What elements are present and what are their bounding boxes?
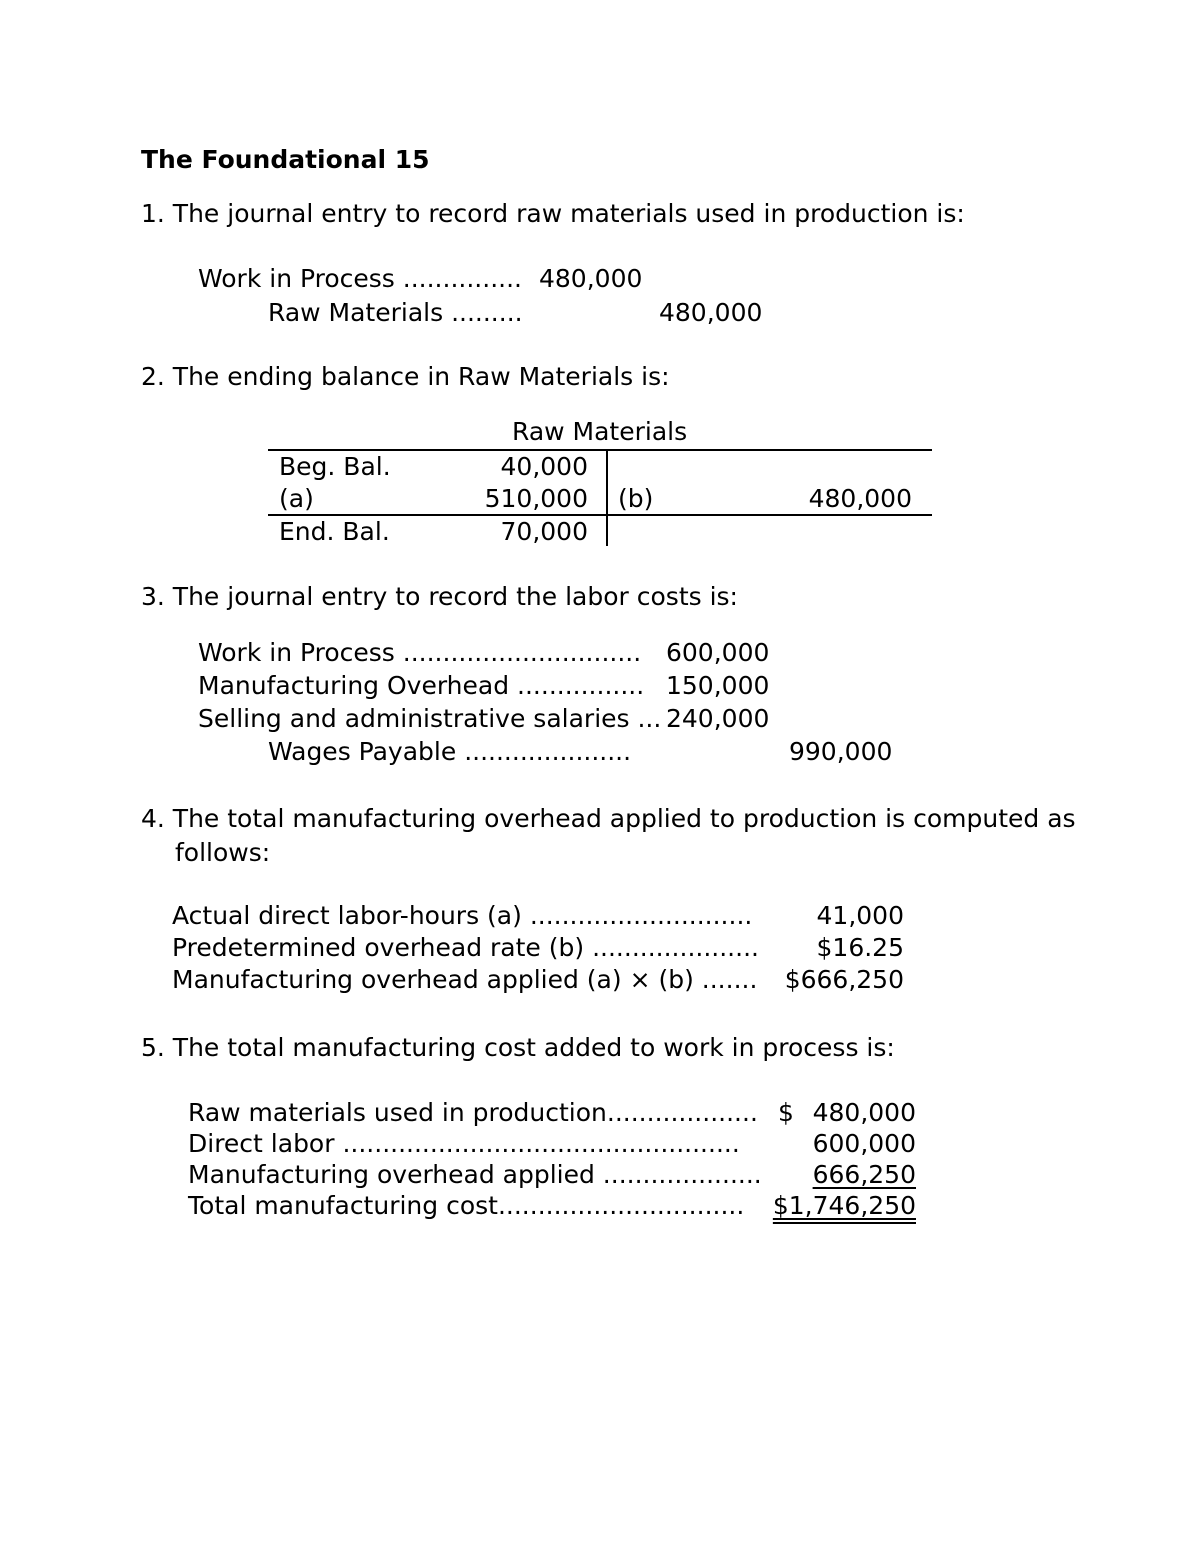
question-4-heading: 4. The total manufacturing overhead applied to production is computed as <box>141 804 1076 833</box>
t-account-row-debit: 40,000 <box>500 452 588 481</box>
journal-debit-amount: 480,000 <box>539 264 643 293</box>
journal-debit-account: Selling and administrative salaries ... <box>198 704 662 733</box>
question-1-heading: 1. The journal entry to record raw materials used in production is: <box>141 199 965 228</box>
t-account-top-rule <box>268 449 932 451</box>
t-account-row-credit: 480,000 <box>808 484 912 513</box>
schedule-row-label: Predetermined overhead rate (b) ..................... <box>172 933 759 962</box>
page-title: The Foundational 15 <box>141 145 430 174</box>
schedule-row-dollar: $ <box>778 1098 794 1127</box>
journal-debit-amount: 150,000 <box>666 671 770 700</box>
t-account-center-rule <box>606 450 608 546</box>
journal-debit-account: Manufacturing Overhead ................ <box>198 671 645 700</box>
schedule-row-value <box>790 1160 916 1190</box>
t-account-title: Raw Materials <box>512 417 688 446</box>
total-double-underlined-value: $1,746,250 <box>772 1191 916 1220</box>
journal-credit-account: Wages Payable ..................... <box>268 737 632 766</box>
journal-debit-amount: 240,000 <box>666 704 770 733</box>
journal-credit-amount: 990,000 <box>789 737 893 766</box>
question-5-heading: 5. The total manufacturing cost added to work in process is: <box>141 1033 895 1062</box>
schedule-row-label: Manufacturing overhead applied (a) × (b) ....... <box>172 965 758 994</box>
schedule-row-label: Actual direct labor-hours (a) ............................ <box>172 901 753 930</box>
schedule-row-label: Raw materials used in production................... <box>188 1098 758 1127</box>
t-account-row-label: (a) <box>279 484 314 513</box>
schedule-row-value: 480,000 <box>812 1098 916 1127</box>
schedule-total-label: Total manufacturing cost............................... <box>188 1191 745 1220</box>
journal-debit-account: Work in Process .............................. <box>198 638 642 667</box>
journal-credit-account: Raw Materials ......... <box>268 298 523 327</box>
journal-credit-amount: 480,000 <box>659 298 763 327</box>
t-account-row-label: End. Bal. <box>279 517 390 546</box>
schedule-total-value <box>760 1191 916 1221</box>
question-2-heading: 2. The ending balance in Raw Materials is: <box>141 362 670 391</box>
t-account-row-debit: 510,000 <box>484 484 588 513</box>
schedule-row-value: $16.25 <box>816 933 904 962</box>
schedule-row-value: 600,000 <box>812 1129 916 1158</box>
t-account-row-label: Beg. Bal. <box>279 452 391 481</box>
schedule-row-label: Manufacturing overhead applied .................... <box>188 1160 762 1189</box>
question-4-heading-cont: follows: <box>175 838 271 867</box>
t-account-row-credit-label: (b) <box>618 484 654 513</box>
subtotal-underlined-value: 666,250 <box>812 1160 916 1189</box>
journal-debit-account: Work in Process ............... <box>198 264 522 293</box>
schedule-row-label: Direct labor .................................................. <box>188 1129 740 1158</box>
journal-debit-amount: 600,000 <box>666 638 770 667</box>
schedule-row-value: $666,250 <box>784 965 904 994</box>
schedule-row-value: 41,000 <box>816 901 904 930</box>
question-3-heading: 3. The journal entry to record the labor costs is: <box>141 582 738 611</box>
t-account-balance-rule <box>268 514 932 516</box>
t-account-row-debit: 70,000 <box>500 517 588 546</box>
